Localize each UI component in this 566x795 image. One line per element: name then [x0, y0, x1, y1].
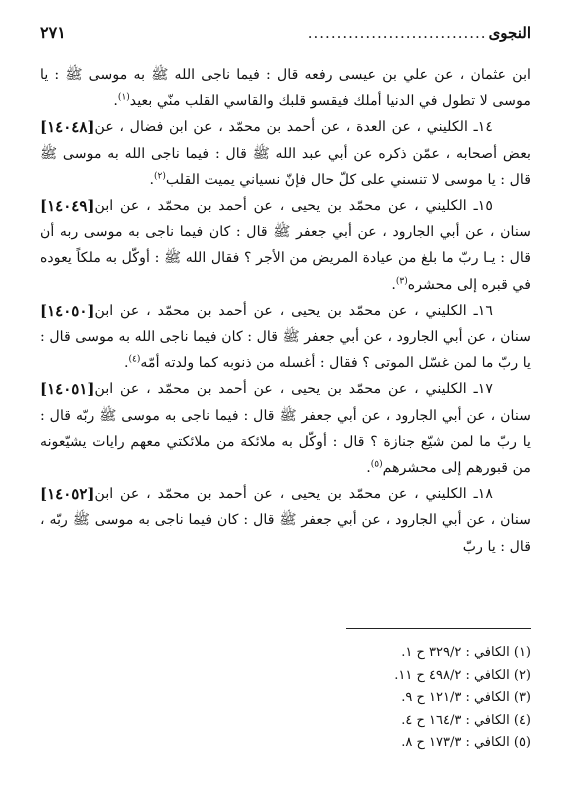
- footnote-line: (٢) الكافي : ٤٩٨/٢ ح ١١.: [394, 667, 531, 683]
- hadith-number: [١٤٠٥٢]: [40, 485, 95, 504]
- hadith-number: [١٤٠٥٠]: [40, 301, 95, 320]
- page-number: ٢٧١: [40, 23, 66, 42]
- hadith-entry: [40, 376, 531, 481]
- footnote-separator: [346, 628, 531, 629]
- hadith-number: [١٤٠٤٩]: [40, 197, 95, 216]
- hadith-entry: [40, 114, 531, 193]
- footnote-ref: (١): [117, 92, 130, 103]
- hadith-text: ١٦ـ الكليني ، عن محمّد بن يحيى ، عن أحمد بن محمّد ، عن ابن سنان ، عن أبي الجارود ، عن أبي جعفر ﷺ قال : كان فيما ناجى الله به موسى قال : يا ربّ ما لمن غسّل الموتى ؟ فقال : أغسله من ذنوبه كما ولدته أمّه: [40, 302, 531, 372]
- hadith-entry: [40, 298, 531, 377]
- paragraph-tail: .: [366, 460, 371, 477]
- hadith-text: ١٧ـ الكليني ، عن محمّد بن يحيى ، عن أحمد بن محمّد ، عن ابن سنان ، عن أبي الجارود ، عن أبي جعفر ﷺ قال : فيما ناجى به موسى ﷺ ربّه قال : يا ربّ ما لمن شيّع جنازة ؟ قال : أوكّل به ملائكة من ملائكتي معهم رايات يشيّعونه من قبورهم إلى محشرهم: [40, 381, 531, 477]
- running-header: [40, 20, 531, 42]
- hadith-entry: [40, 481, 531, 560]
- footnote-line: (٥) الكافي : ١٧٣/٣ ح ٨.: [401, 735, 531, 750]
- footnote-ref: (٢): [153, 171, 166, 182]
- hadith-number: [١٤٠٥١]: [40, 380, 95, 399]
- chapter-title-group: [308, 24, 531, 42]
- leader-dots: ...............................: [307, 24, 487, 42]
- footnote-line: (٣) الكافي : ١٢١/٣ ح ٩.: [401, 690, 531, 705]
- footnote-line: (١) الكافي : ٣٢٩/٢ ح ١.: [401, 645, 531, 660]
- paragraph-tail: .: [391, 276, 396, 293]
- paragraph-tail: .: [113, 93, 118, 110]
- footnote-line: (٤) الكافي : ١٦٤/٣ ح ٤.: [401, 712, 531, 728]
- footnote-ref: (٣): [395, 275, 408, 286]
- hadith-text: ١٥ـ الكليني ، عن محمّد بن يحيى ، عن أحمد بن محمّد ، عن ابن سنان ، عن أبي الجارود ، عن أبي جعفر ﷺ قال : كان فيما ناجى به موسى ربه أن قال : يـا ربّ ما بلغ من عيادة المريض من الأجر ؟ فقال الله ﷺ : أوكّل به ملكاً يعوده في قبره إلى محشره: [40, 198, 531, 293]
- hadith-entry: [40, 193, 531, 298]
- footnote-ref: (٤): [128, 354, 141, 365]
- hadith-number: [١٤٠٤٨]: [40, 118, 95, 137]
- footnote-ref: (٥): [370, 459, 383, 470]
- footnotes-section: [40, 642, 531, 755]
- chapter-title: النجوى: [488, 24, 531, 42]
- main-text: [40, 62, 531, 560]
- paragraph-text: ابن عثمان ، عن علي بن عيسى رفعه قال : فيما ناجى الله ﷺ به موسى ﷺ : يا موسى لا تطول في الدنيا أملك فيقسو قلبك والقاسي القلب منّي بعيد: [40, 67, 531, 110]
- paragraph-continuation: [40, 62, 531, 114]
- paragraph-tail: .: [123, 355, 129, 372]
- hadith-text: ١٤ـ الكليني ، عن العدة ، عن أحمد بن محمّد ، عن ابن فضال ، عن بعض أصحابه ، عمّن ذكره عن أبي عبد الله ﷺ قال : فيما ناجى الله به موسى ﷺ قال : يا موسى لا تنسني على كلّ حال فإنّ نسياني يميت القلب: [40, 119, 531, 188]
- paragraph-tail: .: [149, 171, 154, 188]
- hadith-text: ١٨ـ الكليني ، عن محمّد بن يحيى ، عن أحمد بن محمّد ، عن ابن سنان ، عن أبي الجارود ، عن أبي جعفر ﷺ قال : كان فيما ناجى به موسى ﷺ ربّه ، قال : يا ربّ: [40, 486, 531, 555]
